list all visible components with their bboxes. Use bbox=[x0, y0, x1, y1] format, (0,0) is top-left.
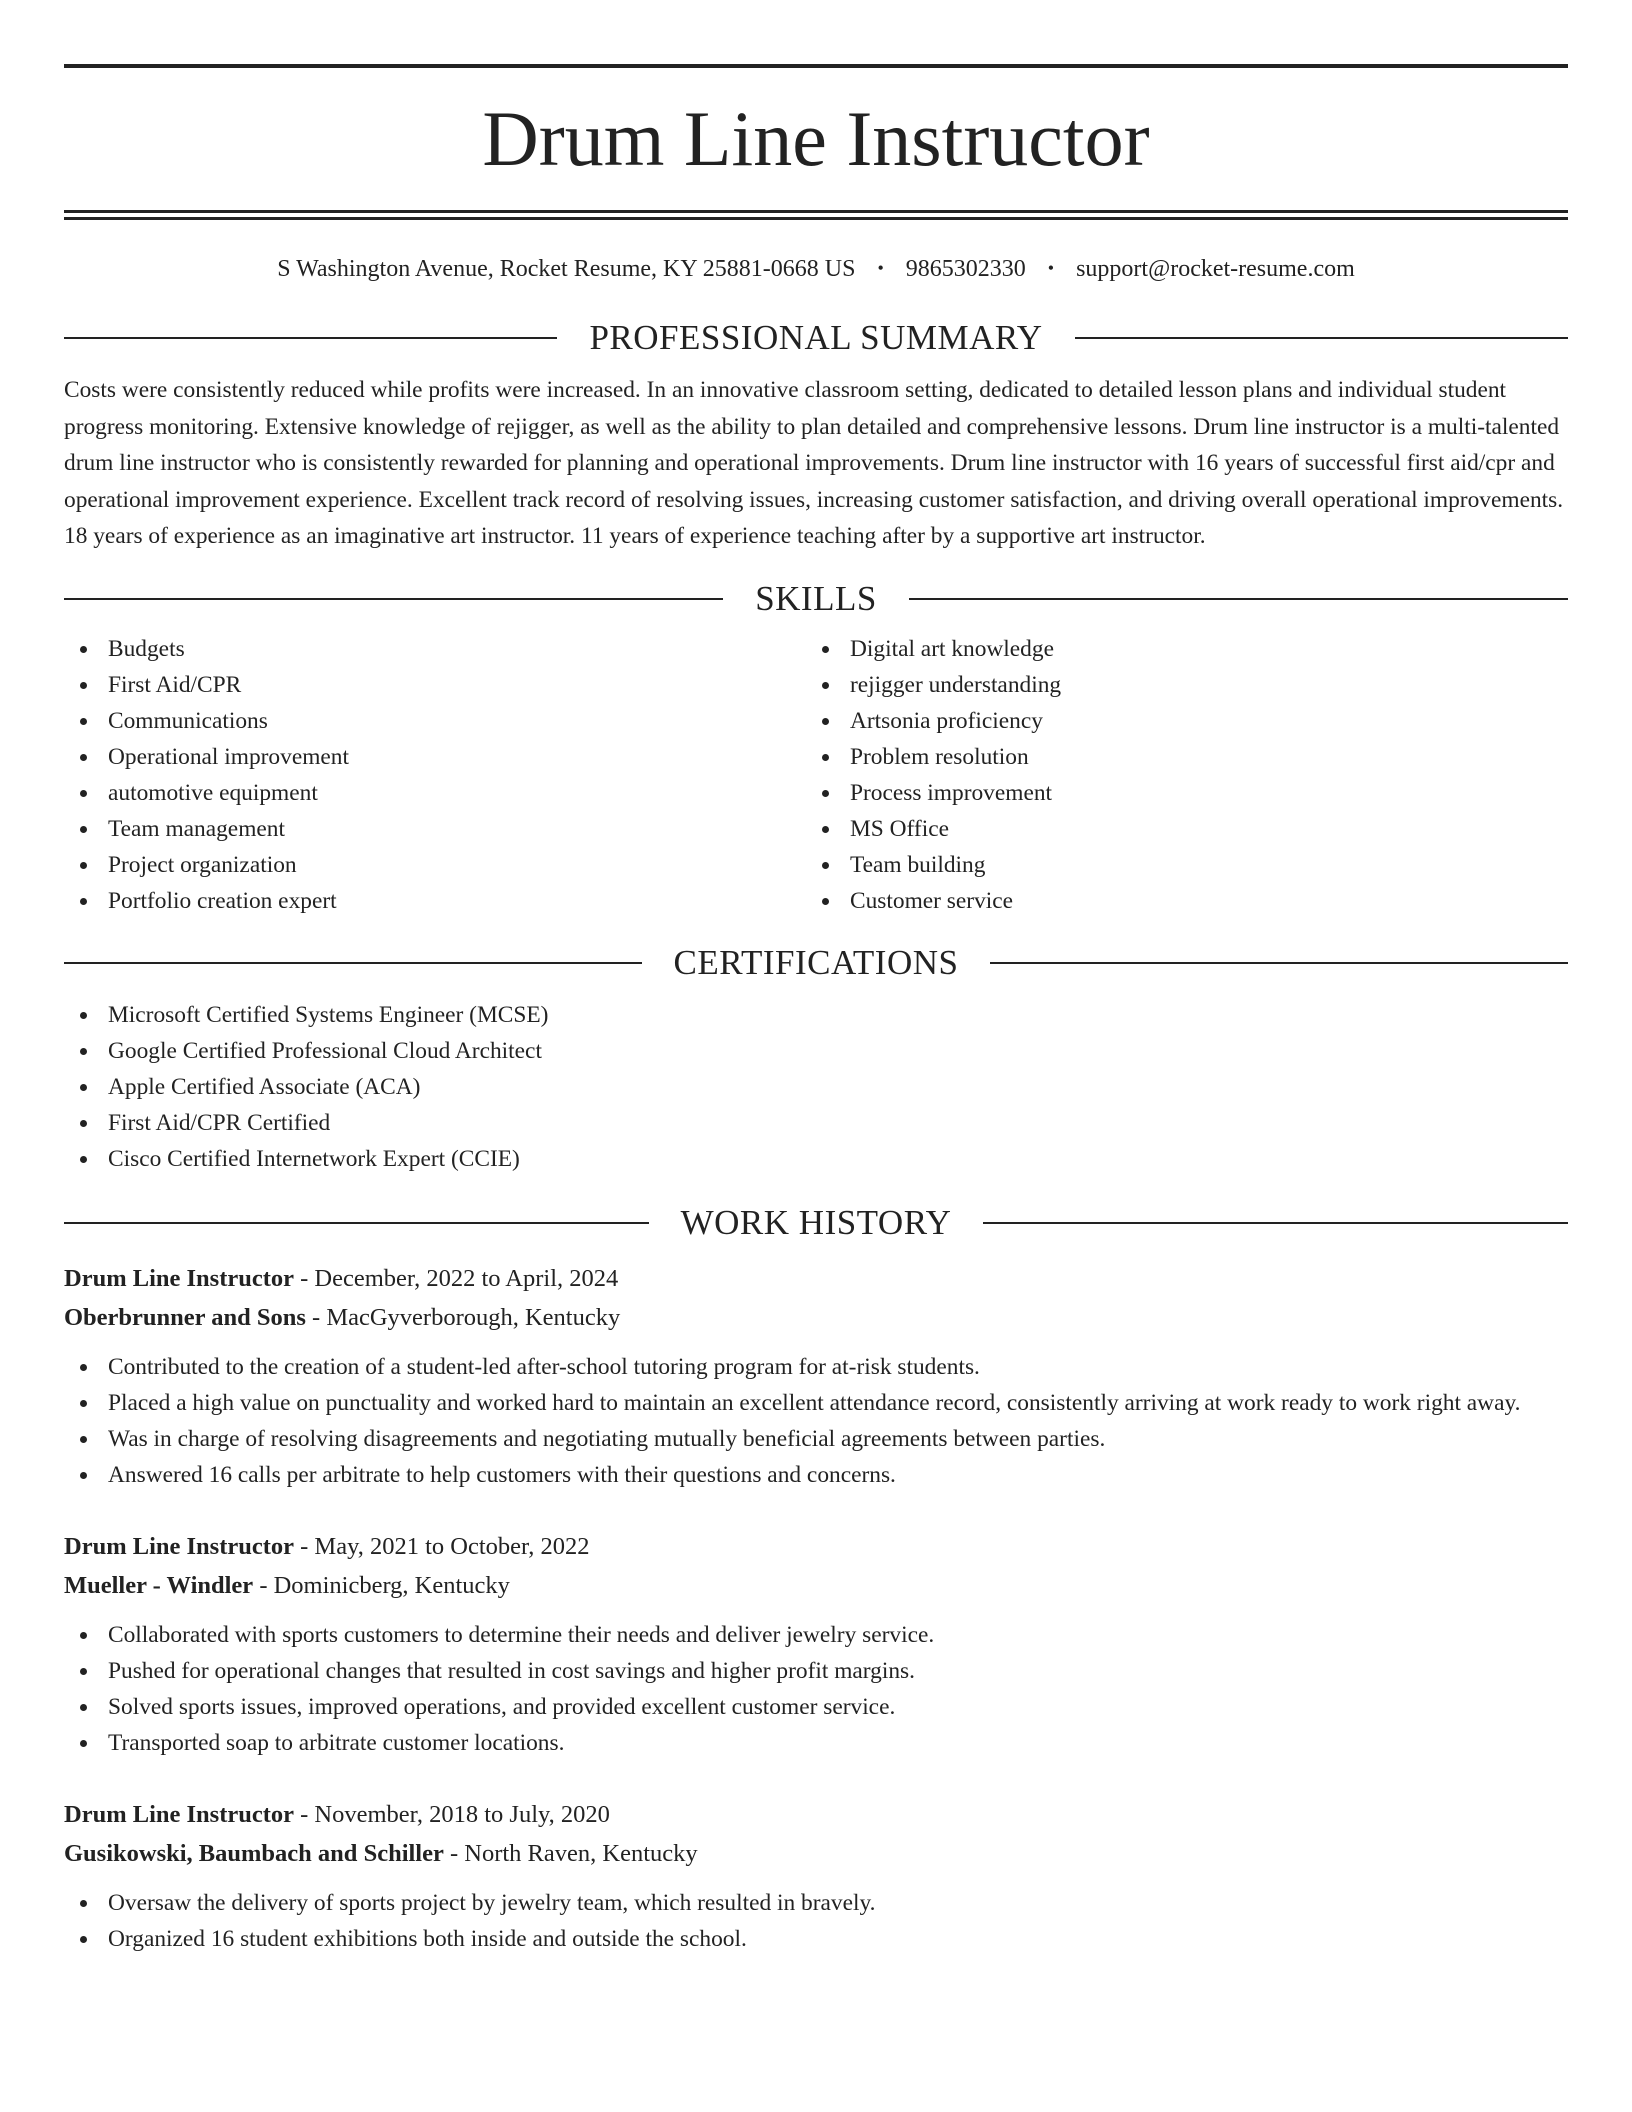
job-title-line bbox=[64, 1259, 1568, 1298]
section-rule bbox=[64, 337, 557, 339]
summary-heading: PROFESSIONAL SUMMARY bbox=[589, 318, 1043, 357]
skill-item: Digital art knowledge bbox=[806, 631, 1548, 667]
certification-item: First Aid/CPR Certified bbox=[64, 1105, 1568, 1141]
summary-section-header bbox=[64, 316, 1568, 360]
skill-item: Customer service bbox=[806, 883, 1548, 919]
skills-section-header bbox=[64, 577, 1568, 621]
job-bullets bbox=[64, 1885, 1568, 1957]
job-bullet: Collaborated with sports customers to determine their needs and deliver jewelry service. bbox=[64, 1617, 1568, 1653]
skill-item: Problem resolution bbox=[806, 739, 1548, 775]
skill-item: First Aid/CPR bbox=[64, 667, 806, 703]
work-history-section-header bbox=[64, 1201, 1568, 1245]
job-company: Mueller - Windler bbox=[64, 1571, 254, 1599]
skill-item: automotive equipment bbox=[64, 775, 806, 811]
certifications-section-header bbox=[64, 941, 1568, 985]
job-bullet: Was in charge of resolving disagreements and negotiating mutually beneficial agreements between parties. bbox=[64, 1421, 1568, 1457]
skills-grid bbox=[64, 631, 1568, 919]
section-rule bbox=[909, 598, 1568, 600]
job-title: Drum Line Instructor bbox=[64, 1264, 295, 1292]
section-rule bbox=[64, 1222, 649, 1224]
job-location: - North Raven, Kentucky bbox=[443, 1839, 698, 1867]
skills-right-list bbox=[806, 631, 1548, 919]
section-rule bbox=[64, 962, 642, 964]
job-bullets bbox=[64, 1349, 1568, 1493]
certification-item: Google Certified Professional Cloud Architect bbox=[64, 1033, 1568, 1069]
job-bullet: Solved sports issues, improved operations, and provided excellent customer service. bbox=[64, 1689, 1568, 1725]
skill-item: MS Office bbox=[806, 811, 1548, 847]
certification-item: Cisco Certified Internetwork Expert (CCIE) bbox=[64, 1141, 1568, 1177]
work-history-heading: WORK HISTORY bbox=[680, 1202, 952, 1242]
job-title-line bbox=[64, 1795, 1568, 1834]
job-dates: - December, 2022 to April, 2024 bbox=[294, 1264, 619, 1292]
job-entry bbox=[64, 1795, 1568, 1957]
section-rule bbox=[990, 962, 1568, 964]
job-bullet: Organized 16 student exhibitions both inside and outside the school. bbox=[64, 1921, 1568, 1957]
contact-address: S Washington Avenue, Rocket Resume, KY 25881-0668 US bbox=[277, 256, 856, 282]
summary-text: Costs were consistently reduced while profits were increased. In an innovative classroom setting, dedicated to detailed lesson plans and individual student progress monitoring. Extensive knowledge of rejigger, as well as the ability to plan detailed and comprehensive lessons. Drum line instructor is a multi-talented drum line instructor who is consistently rewarded for planning and operational improvements. Drum line instructor with 16 years of successful first aid/cpr and operational improvement experience. Excellent track record of resolving issues, increasing customer satisfaction, and driving overall operational improvements. 18 years of experience as an imaginative art instructor. 11 years of experience teaching after by a supportive art instructor. bbox=[64, 377, 1564, 549]
title-double-rule bbox=[64, 210, 1568, 220]
job-bullet: Answered 16 calls per arbitrate to help customers with their questions and concerns. bbox=[64, 1457, 1568, 1493]
skills-left-list bbox=[64, 631, 806, 919]
job-dates: - May, 2021 to October, 2022 bbox=[294, 1532, 590, 1560]
job-entry bbox=[64, 1259, 1568, 1493]
skill-item: Process improvement bbox=[806, 775, 1548, 811]
skill-item: Team management bbox=[64, 811, 806, 847]
job-bullet: Pushed for operational changes that resulted in cost savings and higher profit margins. bbox=[64, 1653, 1568, 1689]
job-bullets bbox=[64, 1617, 1568, 1761]
contact-separator: • bbox=[877, 258, 884, 278]
job-company: Oberbrunner and Sons bbox=[64, 1303, 306, 1331]
section-rule bbox=[1075, 337, 1568, 339]
skill-item: Portfolio creation expert bbox=[64, 883, 806, 919]
job-dates: - November, 2018 to July, 2020 bbox=[294, 1800, 610, 1828]
job-bullet: Transported soap to arbitrate customer locations. bbox=[64, 1725, 1568, 1761]
job-company: Gusikowski, Baumbach and Schiller bbox=[64, 1839, 444, 1867]
skills-heading: SKILLS bbox=[755, 578, 877, 618]
job-location: - MacGyverborough, Kentucky bbox=[305, 1303, 621, 1331]
job-title-line bbox=[64, 1527, 1568, 1566]
certification-item: Microsoft Certified Systems Engineer (MCSE) bbox=[64, 997, 1568, 1033]
certifications-list bbox=[64, 997, 1568, 1177]
skill-item: rejigger understanding bbox=[806, 667, 1548, 703]
job-title: Drum Line Instructor bbox=[64, 1532, 295, 1560]
job-company-line bbox=[64, 1834, 1568, 1873]
skill-item: Communications bbox=[64, 703, 806, 739]
job-location: - Dominicberg, Kentucky bbox=[253, 1571, 510, 1599]
resume-title: Drum Line Instructor bbox=[482, 95, 1150, 182]
certification-item: Apple Certified Associate (ACA) bbox=[64, 1069, 1568, 1105]
contact-line bbox=[64, 250, 1568, 286]
contact-separator: • bbox=[1047, 258, 1055, 278]
job-title: Drum Line Instructor bbox=[64, 1800, 295, 1828]
skill-item: Team building bbox=[806, 847, 1548, 883]
section-rule bbox=[983, 1222, 1568, 1224]
section-rule bbox=[64, 598, 723, 600]
certifications-heading: CERTIFICATIONS bbox=[673, 942, 959, 982]
skill-item: Budgets bbox=[64, 631, 806, 667]
job-bullet: Oversaw the delivery of sports project by jewelry team, which resulted in bravely. bbox=[64, 1885, 1568, 1921]
job-bullet: Contributed to the creation of a student-led after-school tutoring program for at-risk students. bbox=[64, 1349, 1568, 1385]
contact-phone: 9865302330 bbox=[905, 256, 1026, 282]
skill-item: Operational improvement bbox=[64, 739, 806, 775]
resume-page bbox=[64, 64, 1568, 1957]
contact-email: support@rocket-resume.com bbox=[1076, 256, 1355, 282]
skill-item: Project organization bbox=[64, 847, 806, 883]
skill-item: Artsonia proficiency bbox=[806, 703, 1548, 739]
job-company-line bbox=[64, 1298, 1568, 1337]
job-company-line bbox=[64, 1566, 1568, 1605]
job-bullet: Placed a high value on punctuality and worked hard to maintain an excellent attendance record, consistently arriving at work ready to work right away. bbox=[64, 1385, 1568, 1421]
job-entry bbox=[64, 1527, 1568, 1761]
